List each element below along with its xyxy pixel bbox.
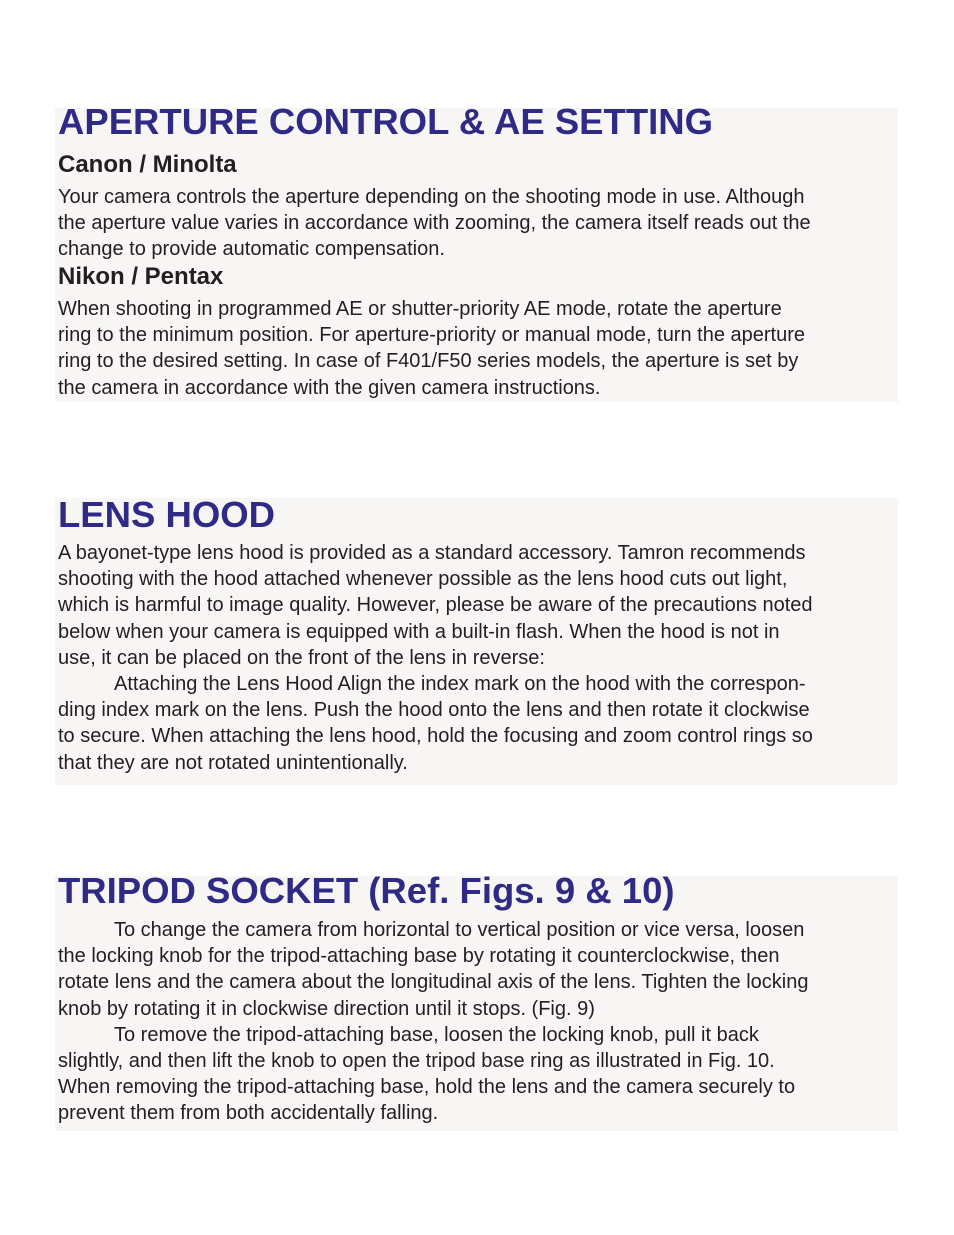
- tripod-socket-title: TRIPOD SOCKET (Ref. Figs. 9 & 10): [58, 870, 675, 911]
- aperture-title: APERTURE CONTROL & AE SETTING: [58, 101, 714, 142]
- paragraph-line: rotate lens and the camera about the longitudinal axis of the lens. Tighten the locking: [58, 971, 809, 994]
- paragraph-line: use, it can be placed on the front of the lens in reverse:: [58, 646, 545, 669]
- paragraph-line: ding index mark on the lens. Push the hood onto the lens and then rotate it clockwise: [58, 699, 810, 722]
- paragraph-line: which is harmful to image quality. However, please be aware of the precautions noted: [58, 594, 813, 617]
- lens-hood-section: [55, 494, 898, 785]
- paragraph-line: To change the camera from horizontal to vertical position or vice versa, loosen: [114, 919, 805, 941]
- canon-minolta-heading: Canon / Minolta: [58, 151, 237, 178]
- paragraph-line: knob by rotating it in clockwise direction until it stops. (Fig. 9): [58, 997, 595, 1020]
- paragraph-line: When shooting in programmed AE or shutter-priority AE mode, rotate the aperture: [58, 298, 782, 320]
- paragraph-line: to secure. When attaching the lens hood, hold the focusing and zoom control rings so: [58, 725, 813, 748]
- paragraph-line: To remove the tripod-attaching base, loosen the locking knob, pull it back: [114, 1023, 759, 1046]
- nikon-pentax-paragraph: [58, 296, 805, 401]
- tripod-socket-paragraph: [58, 917, 809, 1127]
- paragraph-line: When removing the tripod-attaching base, hold the lens and the camera securely to: [58, 1076, 796, 1099]
- aperture-section: [55, 101, 898, 402]
- paragraph-line: Your camera controls the aperture depending on the shooting mode in use. Although: [58, 186, 805, 208]
- paragraph-line: below when your camera is equipped with a built-in flash. When the hood is not in: [58, 620, 780, 643]
- paragraph-line: the aperture value varies in accordance with zooming, the camera itself reads out the: [58, 212, 811, 235]
- paragraph-line: the camera in accordance with the given camera instructions.: [58, 376, 601, 399]
- nikon-pentax-heading: Nikon / Pentax: [58, 263, 224, 290]
- paragraph-line: the locking knob for the tripod-attaching base by rotating it counterclockwise, then: [58, 945, 780, 968]
- canon-minolta-paragraph: [58, 184, 811, 263]
- paragraph-line: Attaching the Lens Hood Align the index mark on the hood with the correspon-: [114, 673, 806, 696]
- tripod-socket-section: [55, 870, 898, 1131]
- lens-hood-title: LENS HOOD: [58, 494, 275, 535]
- lens-hood-paragraph: [58, 540, 813, 776]
- paragraph-line: shooting with the hood attached whenever possible as the lens hood cuts out light,: [58, 568, 788, 591]
- paragraph-line: slightly, and then lift the knob to open the tripod base ring as illustrated in Fig. 10.: [58, 1050, 775, 1073]
- paragraph-line: that they are not rotated unintentionally.: [58, 751, 408, 774]
- paragraph-line: ring to the desired setting. In case of F401/F50 series models, the aperture is set by: [58, 350, 799, 373]
- paragraph-line: A bayonet-type lens hood is provided as a standard accessory. Tamron recommends: [58, 542, 806, 564]
- paragraph-line: prevent them from both accidentally falling.: [58, 1102, 439, 1125]
- paragraph-line: change to provide automatic compensation.: [58, 238, 445, 261]
- paragraph-line: ring to the minimum position. For aperture-priority or manual mode, turn the aperture: [58, 324, 806, 347]
